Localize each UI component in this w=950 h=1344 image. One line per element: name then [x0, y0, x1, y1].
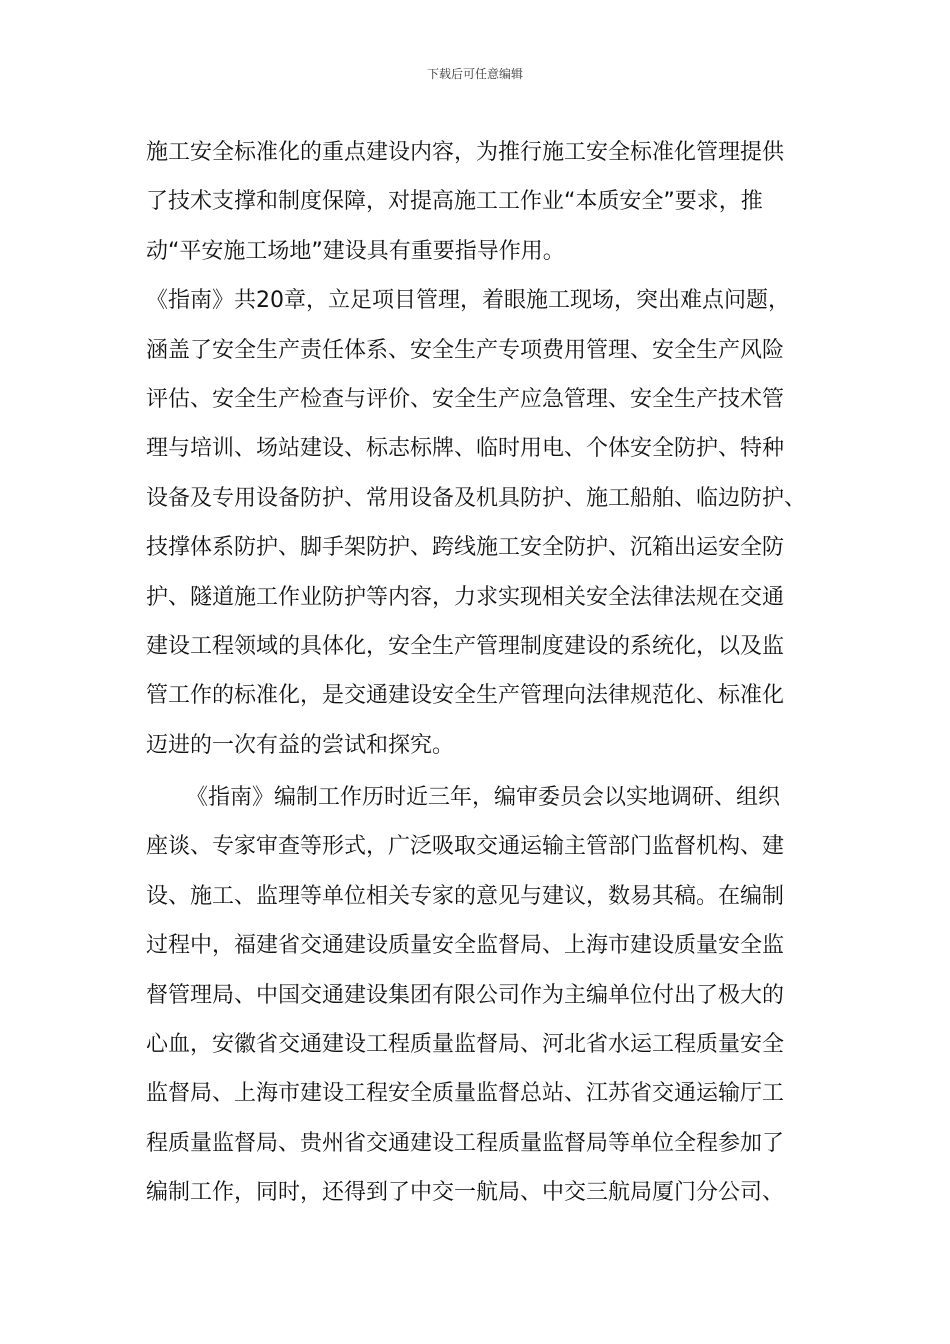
text-line: 管工作的标准化，是交通建设安全生产管理向法律规范化、标准化	[146, 683, 785, 709]
text-line: 监督局、上海市建设工程安全质量监督总站、江苏省交通运输厅工	[146, 1081, 785, 1107]
text-line: 设备及专用设备防护、常用设备及机具防护、施工船舶、临边防护、	[146, 485, 807, 511]
text-line: 技撑体系防护、脚手架防护、跨线施工安全防护、沉箱出运安全防	[146, 535, 785, 561]
text-line: 《指南》共20章，立足项目管理，着眼施工现场，突出难点问题，	[146, 288, 790, 314]
page-header-note: 下载后可任意编辑	[426, 67, 523, 81]
text-line: 迈进的一次有益的尝试和探究。	[146, 732, 455, 758]
text-line: 设、施工、监理等单位相关专家的意见与建议，数易其稿。在编制	[146, 883, 785, 909]
text-line: 建设工程领域的具体化，安全生产管理制度建设的系统化，以及监	[146, 633, 785, 659]
text-line: 施工安全标准化的重点建设内容，为推行施工安全标准化管理提供	[146, 140, 785, 165]
text-line: 动“平安施工场地”建设具有重要指导作用。	[146, 238, 565, 264]
text-line: 涵盖了安全生产责任体系、安全生产专项费用管理、安全生产风险	[146, 337, 785, 363]
text-line: 理与培训、场站建设、标志标牌、临时用电、个体安全防护、特种	[146, 436, 785, 462]
text-line: 心血，安徽省交通建设工程质量监督局、河北省水运工程质量安全	[146, 1032, 785, 1058]
text-line: 程质量监督局、贵州省交通建设工程质量监督局等单位全程参加了	[146, 1130, 785, 1156]
document-body	[146, 128, 836, 1218]
text-line: 护、隧道施工作业防护等内容，力求实现相关安全法律法规在交通	[146, 584, 785, 610]
text-line: 了技术支撑和制度保障，对提高施工工作业“本质安全”要求，推	[146, 189, 763, 215]
text-line: 过程中，福建省交通建设质量安全监督局、上海市建设质量安全监	[146, 933, 785, 959]
text-line: 座谈、专家审查等形式，广泛吸取交通运输主管部门监督机构、建	[146, 834, 785, 860]
text-line: 评估、安全生产检查与评价、安全生产应急管理、安全生产技术管	[146, 386, 785, 412]
text-line: 督管理局、中国交通建设集团有限公司作为主编单位付出了极大的	[146, 982, 785, 1008]
text-line: 《指南》编制工作历时近三年，编审委员会以实地调研、组织	[186, 785, 781, 811]
text-line: 编制工作，同时，还得到了中交一航局、中交三航局厦门分公司、	[146, 1180, 785, 1206]
